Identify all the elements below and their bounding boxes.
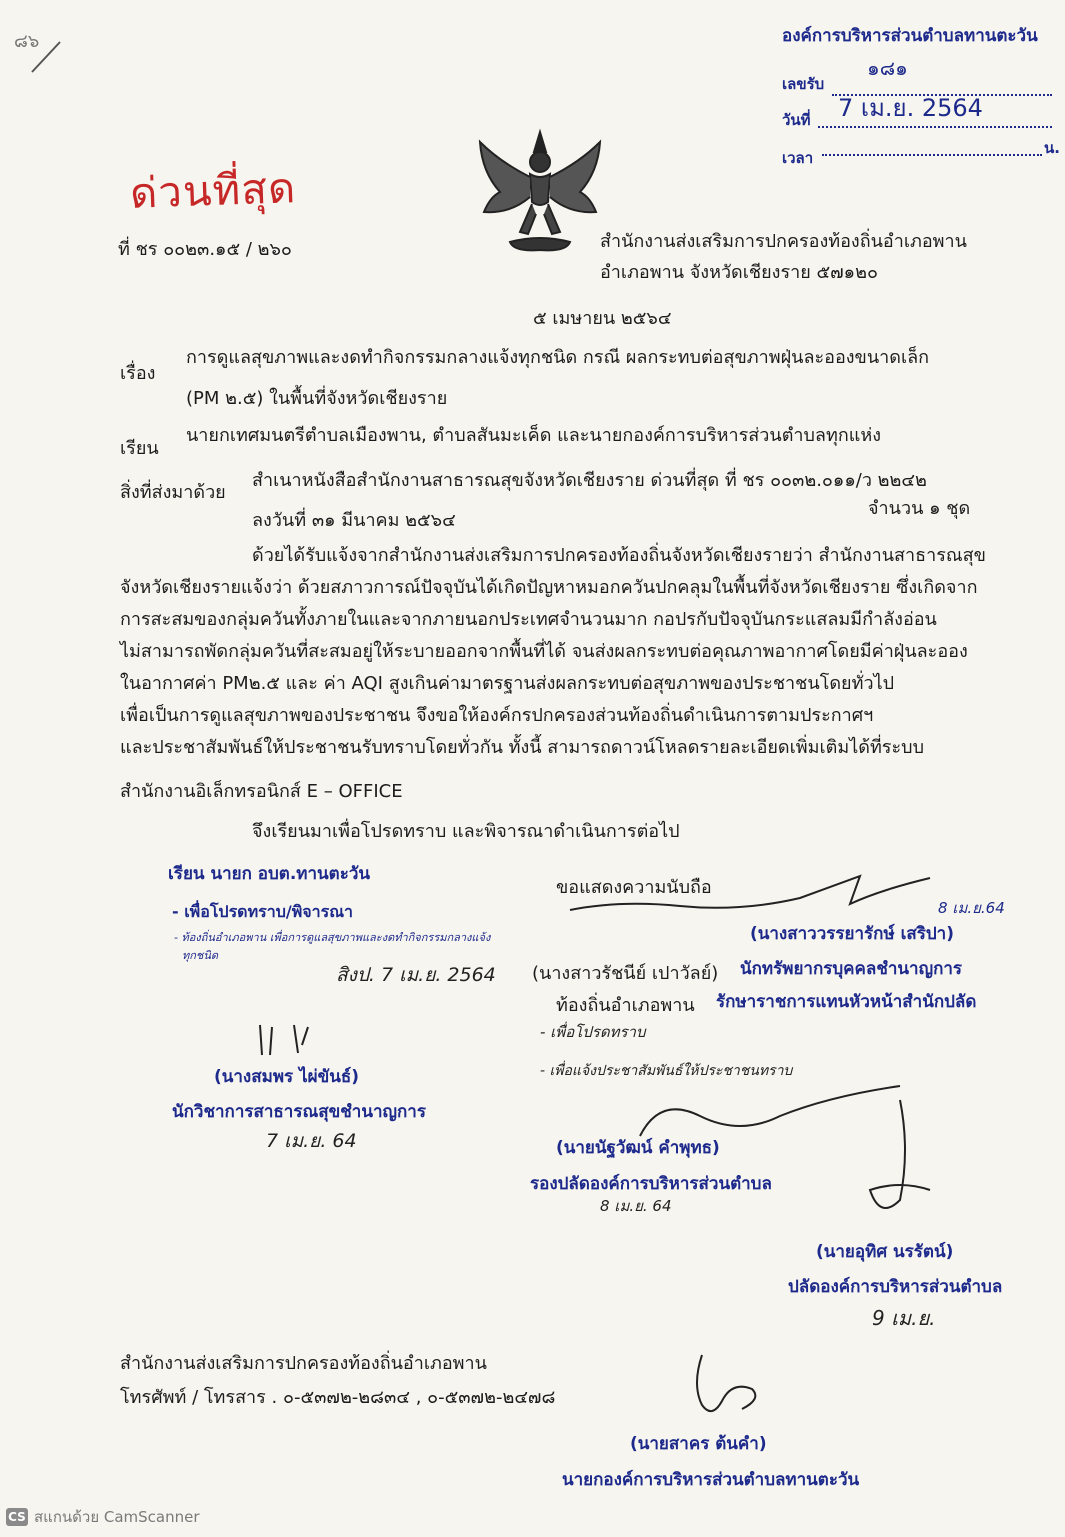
signature-mayor: [672, 1345, 772, 1425]
note-date-stamp: สิงป. 7 เม.ย. 2564: [336, 964, 496, 986]
signer-position: ท้องถิ่นอำเภอพาน: [556, 995, 695, 1016]
garuda-emblem: [470, 122, 610, 262]
document-number: ที่ ชร ๐๐๒๓.๑๕ / ๒๖๐: [118, 239, 292, 260]
signature-health: [250, 1015, 330, 1065]
closing-paragraph: จึงเรียนมาเพื่อโปรดทราบ และพิจารณาดำเนินการต่อไป: [252, 821, 680, 842]
recipient-text: นายกเทศมนตรีตำบลเมืองพาน, ตำบลสันมะเค็ด และนายกองค์การบริหารส่วนตำบลทุกแห่ง: [186, 425, 881, 446]
health-officer-date: 7 เม.ย. 64: [266, 1130, 357, 1152]
health-officer-name: (นางสมพร ไผ่ขันธ์): [214, 1067, 359, 1087]
handnote-1: - เพื่อโปรดทราบ: [540, 1023, 646, 1041]
clerk-name: (นายอุทิศ นรรัตน์): [816, 1242, 954, 1262]
camscanner-logo: CS: [6, 1508, 28, 1526]
corner-slash-mark: [26, 38, 66, 78]
body-line: จังหวัดเชียงรายแจ้งว่า ด้วยสภาวการณ์ปัจจุบันได้เกิดปัญหาหมอกควันปกคลุมในพื้นที่จังหวัดเชียงราย ซึ่งเกิดจาก: [120, 577, 978, 598]
official-position: นักทรัพยากรบุคคลชำนาญการ: [740, 959, 963, 979]
document-date: ๕ เมษายน ๒๕๖๔: [533, 308, 672, 329]
signer-name: (นางสาวรัชนีย์ เปาวัลย์): [532, 963, 719, 984]
note-purpose: - เพื่อโปรดทราบ/พิจารณา: [172, 902, 354, 921]
health-officer-position: นักวิชาการสาธารณสุขชำนาญการ: [172, 1102, 426, 1122]
note-recipient: เรียน นายก อบต.ทานตะวัน: [168, 864, 370, 884]
body-line: ไม่สามารถพัดกลุ่มควันที่สะสมอยู่ให้ระบายออกจากพื้นที่ได้ จนส่งผลกระทบต่อคุณภาพอากาศโดยมีค่าฝุ่นละออง: [120, 641, 968, 662]
sender-office: สำนักงานส่งเสริมการปกครองท้องถิ่นอำเภอพาน: [600, 231, 967, 252]
subject-line-2: (PM ๒.๕) ในพื้นที่จังหวัดเชียงราย: [186, 388, 448, 409]
camscanner-watermark: [6, 1505, 200, 1529]
enclosure-line-1: สำเนาหนังสือสำนักงานสาธารณสุขจังหวัดเชียงราย ด่วนที่สุด ที่ ชร ๐๐๓๒.๐๑๑/ว ๒๒๔๒: [252, 470, 927, 491]
clerk-date: 9 เม.ย.: [872, 1306, 936, 1330]
body-line: การสะสมของกลุ่มควันทั้งภายในและจากภายนอกประเทศจำนวนมาก กอปรกับปัจจุบันกระแสลมมีกำลังอ่อน: [120, 609, 937, 630]
note-detail: - ท้องถิ่นอำเภอพาน เพื่อการดูแลสุขภาพและงดทำกิจกรรมกลางแจ้ง: [174, 931, 491, 944]
subject-line-1: การดูแลสุขภาพและงดทำกิจกรรมกลางแจ้งทุกชนิด กรณี ผลกระทบต่อสุขภาพฝุ่นละอองขนาดเล็ก: [186, 347, 930, 368]
regards: ขอแสดงความนับถือ: [556, 877, 712, 898]
corner-note: ๘๖: [14, 31, 40, 52]
official-name: (นางสาววรรยารักษ์ เสริปา): [750, 924, 954, 944]
footer-office: สำนักงานส่งเสริมการปกครองท้องถิ่นอำเภอพาน: [120, 1353, 487, 1374]
body-line: สำนักงานอิเล็กทรอนิกส์ E – OFFICE: [120, 781, 403, 802]
official-acting: รักษาราชการแทนหัวหน้าสำนักปลัด: [716, 992, 977, 1012]
enclosure-quantity: จำนวน ๑ ชุด: [868, 498, 971, 519]
receipt-stamp: [782, 22, 1060, 167]
receipt-date-label: วันที่: [782, 111, 811, 129]
clerk-position: ปลัดองค์การบริหารส่วนตำบล: [788, 1277, 1003, 1297]
deputy-date: 8 เม.ย. 64: [600, 1197, 672, 1215]
camscanner-label: สแกนด้วย CamScanner: [34, 1508, 200, 1526]
handnote-2: - เพื่อแจ้งประชาสัมพันธ์ให้ประชาชนทราบ: [540, 1063, 793, 1079]
note-detail-2: ทุกชนิด: [182, 949, 219, 962]
sender-address: อำเภอพาน จังหวัดเชียงราย ๕๗๑๒๐: [600, 262, 878, 283]
receipt-time-unit: น.: [1044, 139, 1060, 157]
receipt-no-value: ๑๘๑: [867, 56, 908, 80]
body-line: ในอากาศค่า PM๒.๕ และ ค่า AQI สูงเกินค่ามาตรฐานส่งผลกระทบต่อสุขภาพของประชาชนโดยทั่วไป: [120, 673, 895, 694]
enclosure-line-2: ลงวันที่ ๓๑ มีนาคม ๒๕๖๔: [252, 510, 456, 531]
receipt-time-label: เวลา: [782, 149, 814, 167]
receipt-date-value: 7 เม.ย. 2564: [838, 94, 983, 122]
official-date: 8 เม.ย.64: [938, 899, 1005, 917]
footer-phone: โทรศัพท์ / โทรสาร . ๐-๕๓๗๒-๒๘๓๔ , ๐-๕๓๗๒-๒๔๗๘: [120, 1387, 556, 1408]
body-line: เพื่อเป็นการดูแลสุขภาพของประชาชน จึงขอให้องค์กรปกครองส่วนท้องถิ่นดำเนินการตามประกาศฯ: [120, 705, 874, 726]
deputy-name: (นายนัฐวัฒน์ คำพุทธ): [556, 1138, 720, 1158]
enclosure-label: สิ่งที่ส่งมาด้วย: [120, 482, 226, 503]
mayor-name: (นายสาคร ต้นคำ): [630, 1434, 767, 1454]
subject-label: เรื่อง: [120, 363, 156, 384]
body-line: และประชาสัมพันธ์ให้ประชาชนรับทราบโดยทั่วกัน ทั้งนี้ สามารถดาวน์โหลดรายละเอียดเพิ่มเติมได้ที่ระบบ: [120, 737, 924, 758]
signature-clerk: [840, 1090, 940, 1230]
recipient-label: เรียน: [120, 438, 159, 459]
body-line: ด้วยได้รับแจ้งจากสำนักงานส่งเสริมการปกครองท้องถิ่นจังหวัดเชียงรายว่า สำนักงานสาธารณสุข: [252, 545, 986, 566]
urgent-stamp: ด่วนที่สุด: [129, 163, 297, 218]
receipt-org: องค์การบริหารส่วนตำบลทานตะวัน: [782, 26, 1038, 46]
deputy-position: รองปลัดองค์การบริหารส่วนตำบล: [530, 1174, 772, 1194]
receipt-no-label: เลขรับ: [782, 75, 825, 93]
mayor-position: นายกองค์การบริหารส่วนตำบลทานตะวัน: [562, 1470, 860, 1490]
